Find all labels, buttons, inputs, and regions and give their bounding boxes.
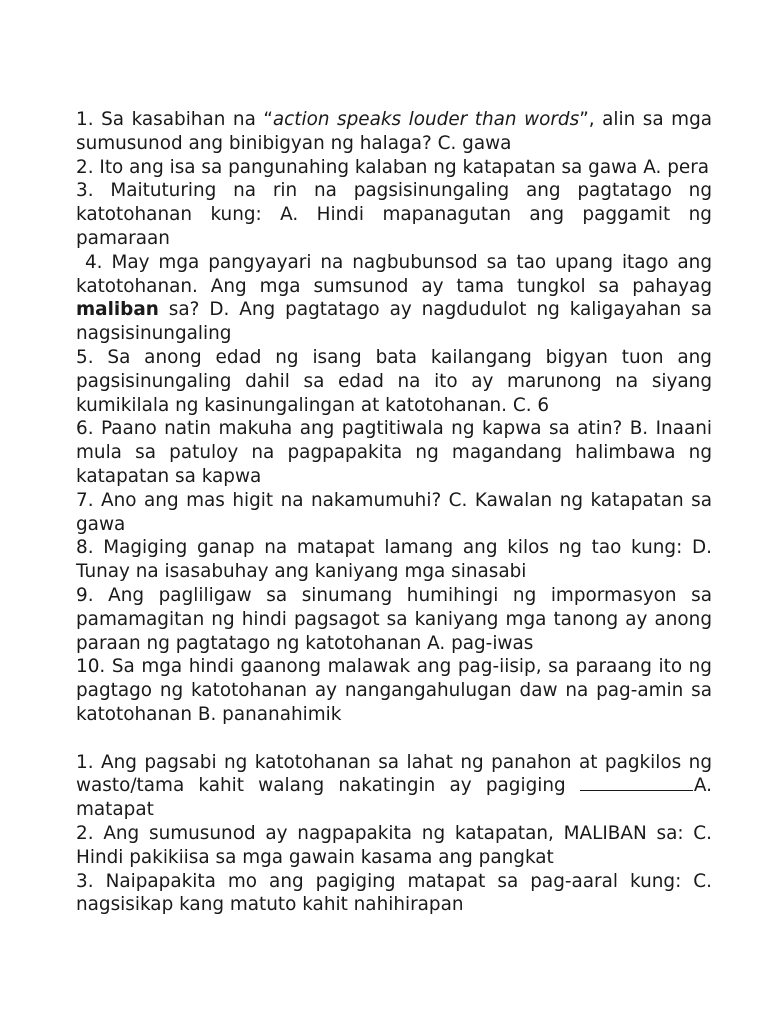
question-text: ”, alin sa mga sumusunod ang binibigyan ng halaga? C. gawa xyxy=(76,109,713,154)
question-8 xyxy=(76,536,712,584)
question-text: Ang pagliligaw sa sinumang humihingi ng impormasyon sa pamamagitan ng hindi pagsagot sa kaniyang mga tanong ay anong paraan ng pagtatago ng katotohanan A. pag-iwas xyxy=(76,584,712,654)
question-text: Ito ang isa sa pangunahing kalaban ng katapatan sa gawa A. pera xyxy=(99,156,710,178)
question-number: 5. xyxy=(76,346,94,368)
question-1 xyxy=(76,108,712,156)
question-text: Sa anong edad ng isang bata kailangang bigyan tuon ang pagsisinungaling dahil sa edad na ito ay marunong na siyang kumikilala ng kasinungalingan at katotohanan. C. 6 xyxy=(76,346,712,416)
question-number: 8. xyxy=(76,537,94,559)
question-number: 4. xyxy=(84,251,103,273)
question-7 xyxy=(76,489,712,537)
question-number: 10. xyxy=(76,656,106,678)
question-2-2 xyxy=(76,822,712,870)
question-text: Ang sumusunod ay nagpapakita ng katapatan, MALIBAN sa: C. Hindi pakikiisa sa mga gawain kasama ang pangkat xyxy=(76,822,712,868)
question-3 xyxy=(76,179,712,250)
document-page xyxy=(76,108,712,917)
question-text: Ano ang mas higit na nakamumuhi? C. Kawalan ng katapatan sa gawa xyxy=(76,489,713,535)
question-number: 3. xyxy=(76,870,94,892)
question-text: Maituturing na rin na pagsisinungaling ang pagtatago ng katotohanan kung: A. Hindi mapanagutan ang paggamit ng pamaraan xyxy=(76,180,712,249)
question-10 xyxy=(76,655,712,726)
question-number: 6. xyxy=(76,418,94,440)
question-number: 1. xyxy=(76,751,94,773)
question-text: Ang pagsabi ng katotohanan sa lahat ng panahon at pagkilos ng wasto/tama kahit walang nakatingin ay pagiging xyxy=(76,751,712,797)
question-2-3 xyxy=(76,870,712,918)
question-text: sa? D. Ang pagtatago ay nagdudulot ng kaligayahan sa nagsisinungaling xyxy=(76,299,712,345)
quoted-phrase: action speaks louder than words xyxy=(272,109,580,130)
question-text: Paano natin makuha ang pagtitiwala ng kapwa sa atin? B. Inaani mula sa patuloy na pagpapakita ng magandang halimbawa ng katapatan sa kapwa xyxy=(76,418,712,487)
question-9 xyxy=(76,584,712,655)
question-4 xyxy=(76,251,712,346)
question-number: 1. xyxy=(76,109,94,130)
question-text: Magiging ganap na matapat lamang ang kilos ng tao kung: D. Tunay na isasabuhay ang kaniyang mga sinasabi xyxy=(76,537,712,583)
question-text: A. matapat xyxy=(76,775,712,821)
emphasis-word: maliban xyxy=(76,299,159,321)
question-text: May mga pangyayari na nagbubunsod sa tao upang itago ang katotohanan. Ang mga sumsunod ay tama tungkol sa pahayag xyxy=(76,251,712,297)
question-text: Sa mga hindi gaanong malawak ang pag-iisip, sa paraang ito ng pagtago ng katotohanan ay nangangahulugan daw na pag-amin sa katotohanan B. pananahimik xyxy=(76,656,712,725)
question-number: 2. xyxy=(76,156,94,178)
question-text: Sa kasabihan na “ xyxy=(101,109,273,130)
question-5 xyxy=(76,346,712,417)
question-number: 7. xyxy=(76,489,94,511)
question-2 xyxy=(76,156,712,180)
question-text: Naipapakita mo ang pagiging matapat sa pag-aaral kung: C. nagsisikap kang matuto kahit nahihirapan xyxy=(76,870,712,916)
question-2-1 xyxy=(76,751,712,822)
question-number: 2. xyxy=(76,822,94,844)
section-gap xyxy=(76,727,712,751)
question-6 xyxy=(76,417,712,488)
answer-blank xyxy=(580,774,693,791)
question-number: 9. xyxy=(76,584,94,606)
question-number: 3. xyxy=(76,180,94,202)
